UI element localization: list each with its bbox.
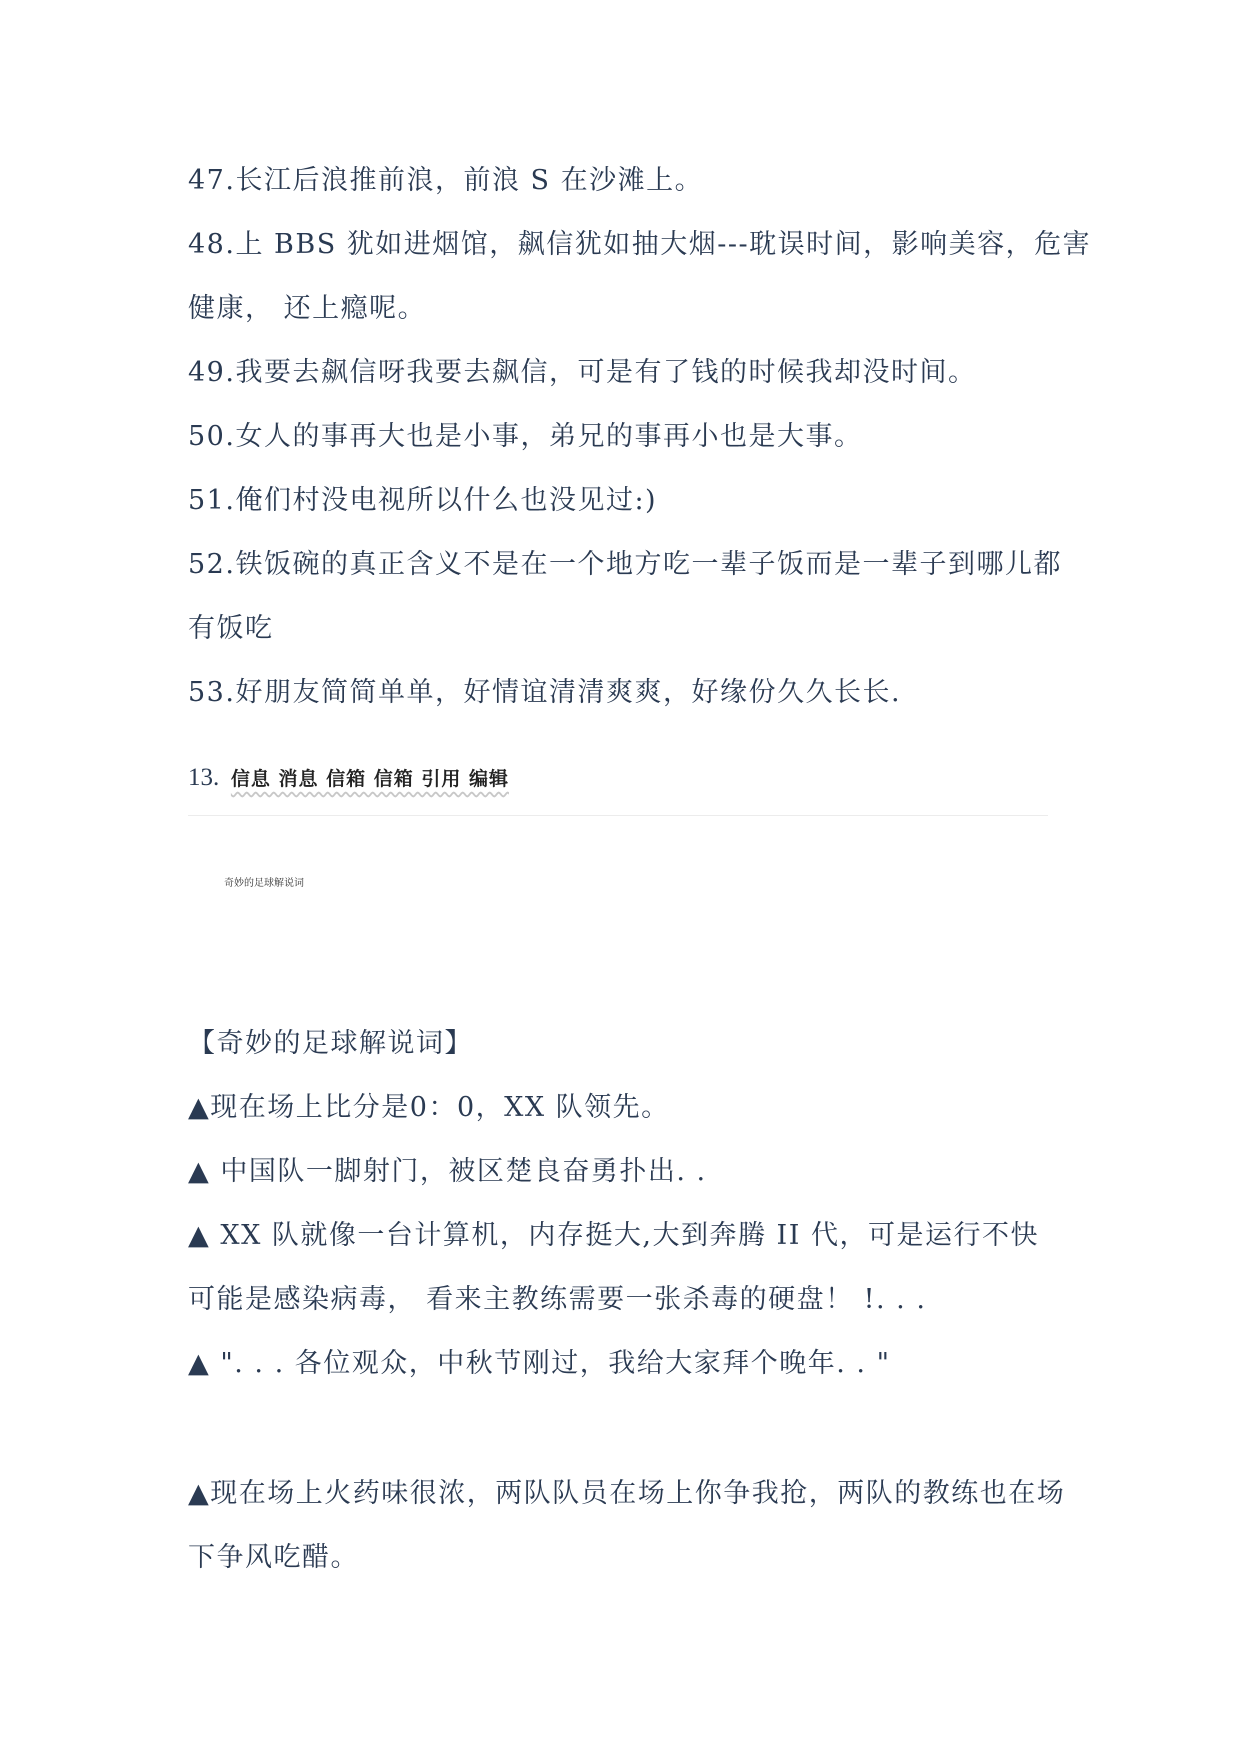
quote-line: 有饭吃 xyxy=(188,613,274,644)
link-row xyxy=(188,762,509,794)
football-line: 可能是感染病毒， 看来主教练需要一张杀毒的硬盘！ !. . . xyxy=(188,1284,927,1315)
image-caption: 奇妙的足球解说词 xyxy=(224,878,304,889)
quote-line: 52.铁饭碗的真正含义不是在一个地方吃一辈子饭而是一辈子到哪儿都 xyxy=(188,549,1062,580)
quote-line: 53.好朋友简简单单，好情谊清清爽爽，好缘份久久长长. xyxy=(188,677,902,708)
link-row-links[interactable]: 信息 消息 信箱 信箱 引用 编辑 xyxy=(230,768,509,790)
football-line: ▲ ". . . 各位观众，中秋节刚过，我给大家拜个晚年. . " xyxy=(188,1348,891,1379)
football-line: 下争风吃醋。 xyxy=(188,1542,359,1573)
quote-line: 47.长江后浪推前浪，前浪 S 在沙滩上。 xyxy=(188,165,704,196)
quote-line: 49.我要去飙信呀我要去飙信，可是有了钱的时候我却没时间。 xyxy=(188,357,977,388)
football-line: ▲ 中国队一脚射门，被区楚良奋勇扑出. . xyxy=(188,1156,707,1187)
football-line: ▲现在场上比分是0：0，XX 队领先。 xyxy=(188,1092,670,1123)
quote-line: 51.俺们村没电视所以什么也没见过:) xyxy=(188,485,658,516)
football-line: ▲ XX 队就像一台计算机，内存挺大,大到奔腾 II 代，可是运行不快 xyxy=(188,1220,1039,1251)
football-line: 【奇妙的足球解说词】 xyxy=(188,1028,473,1059)
link-row-number: 13. xyxy=(188,764,220,791)
quote-line: 48.上 BBS 犹如进烟馆，飙信犹如抽大烟---耽误时间，影响美容，危害 xyxy=(188,229,1092,260)
divider xyxy=(188,815,1048,816)
football-line: ▲现在场上火药味很浓，两队队员在场上你争我抢，两队的教练也在场 xyxy=(188,1478,1066,1509)
quote-line: 50.女人的事再大也是小事，弟兄的事再小也是大事。 xyxy=(188,421,863,452)
quote-line: 健康， 还上瘾呢。 xyxy=(188,293,427,324)
